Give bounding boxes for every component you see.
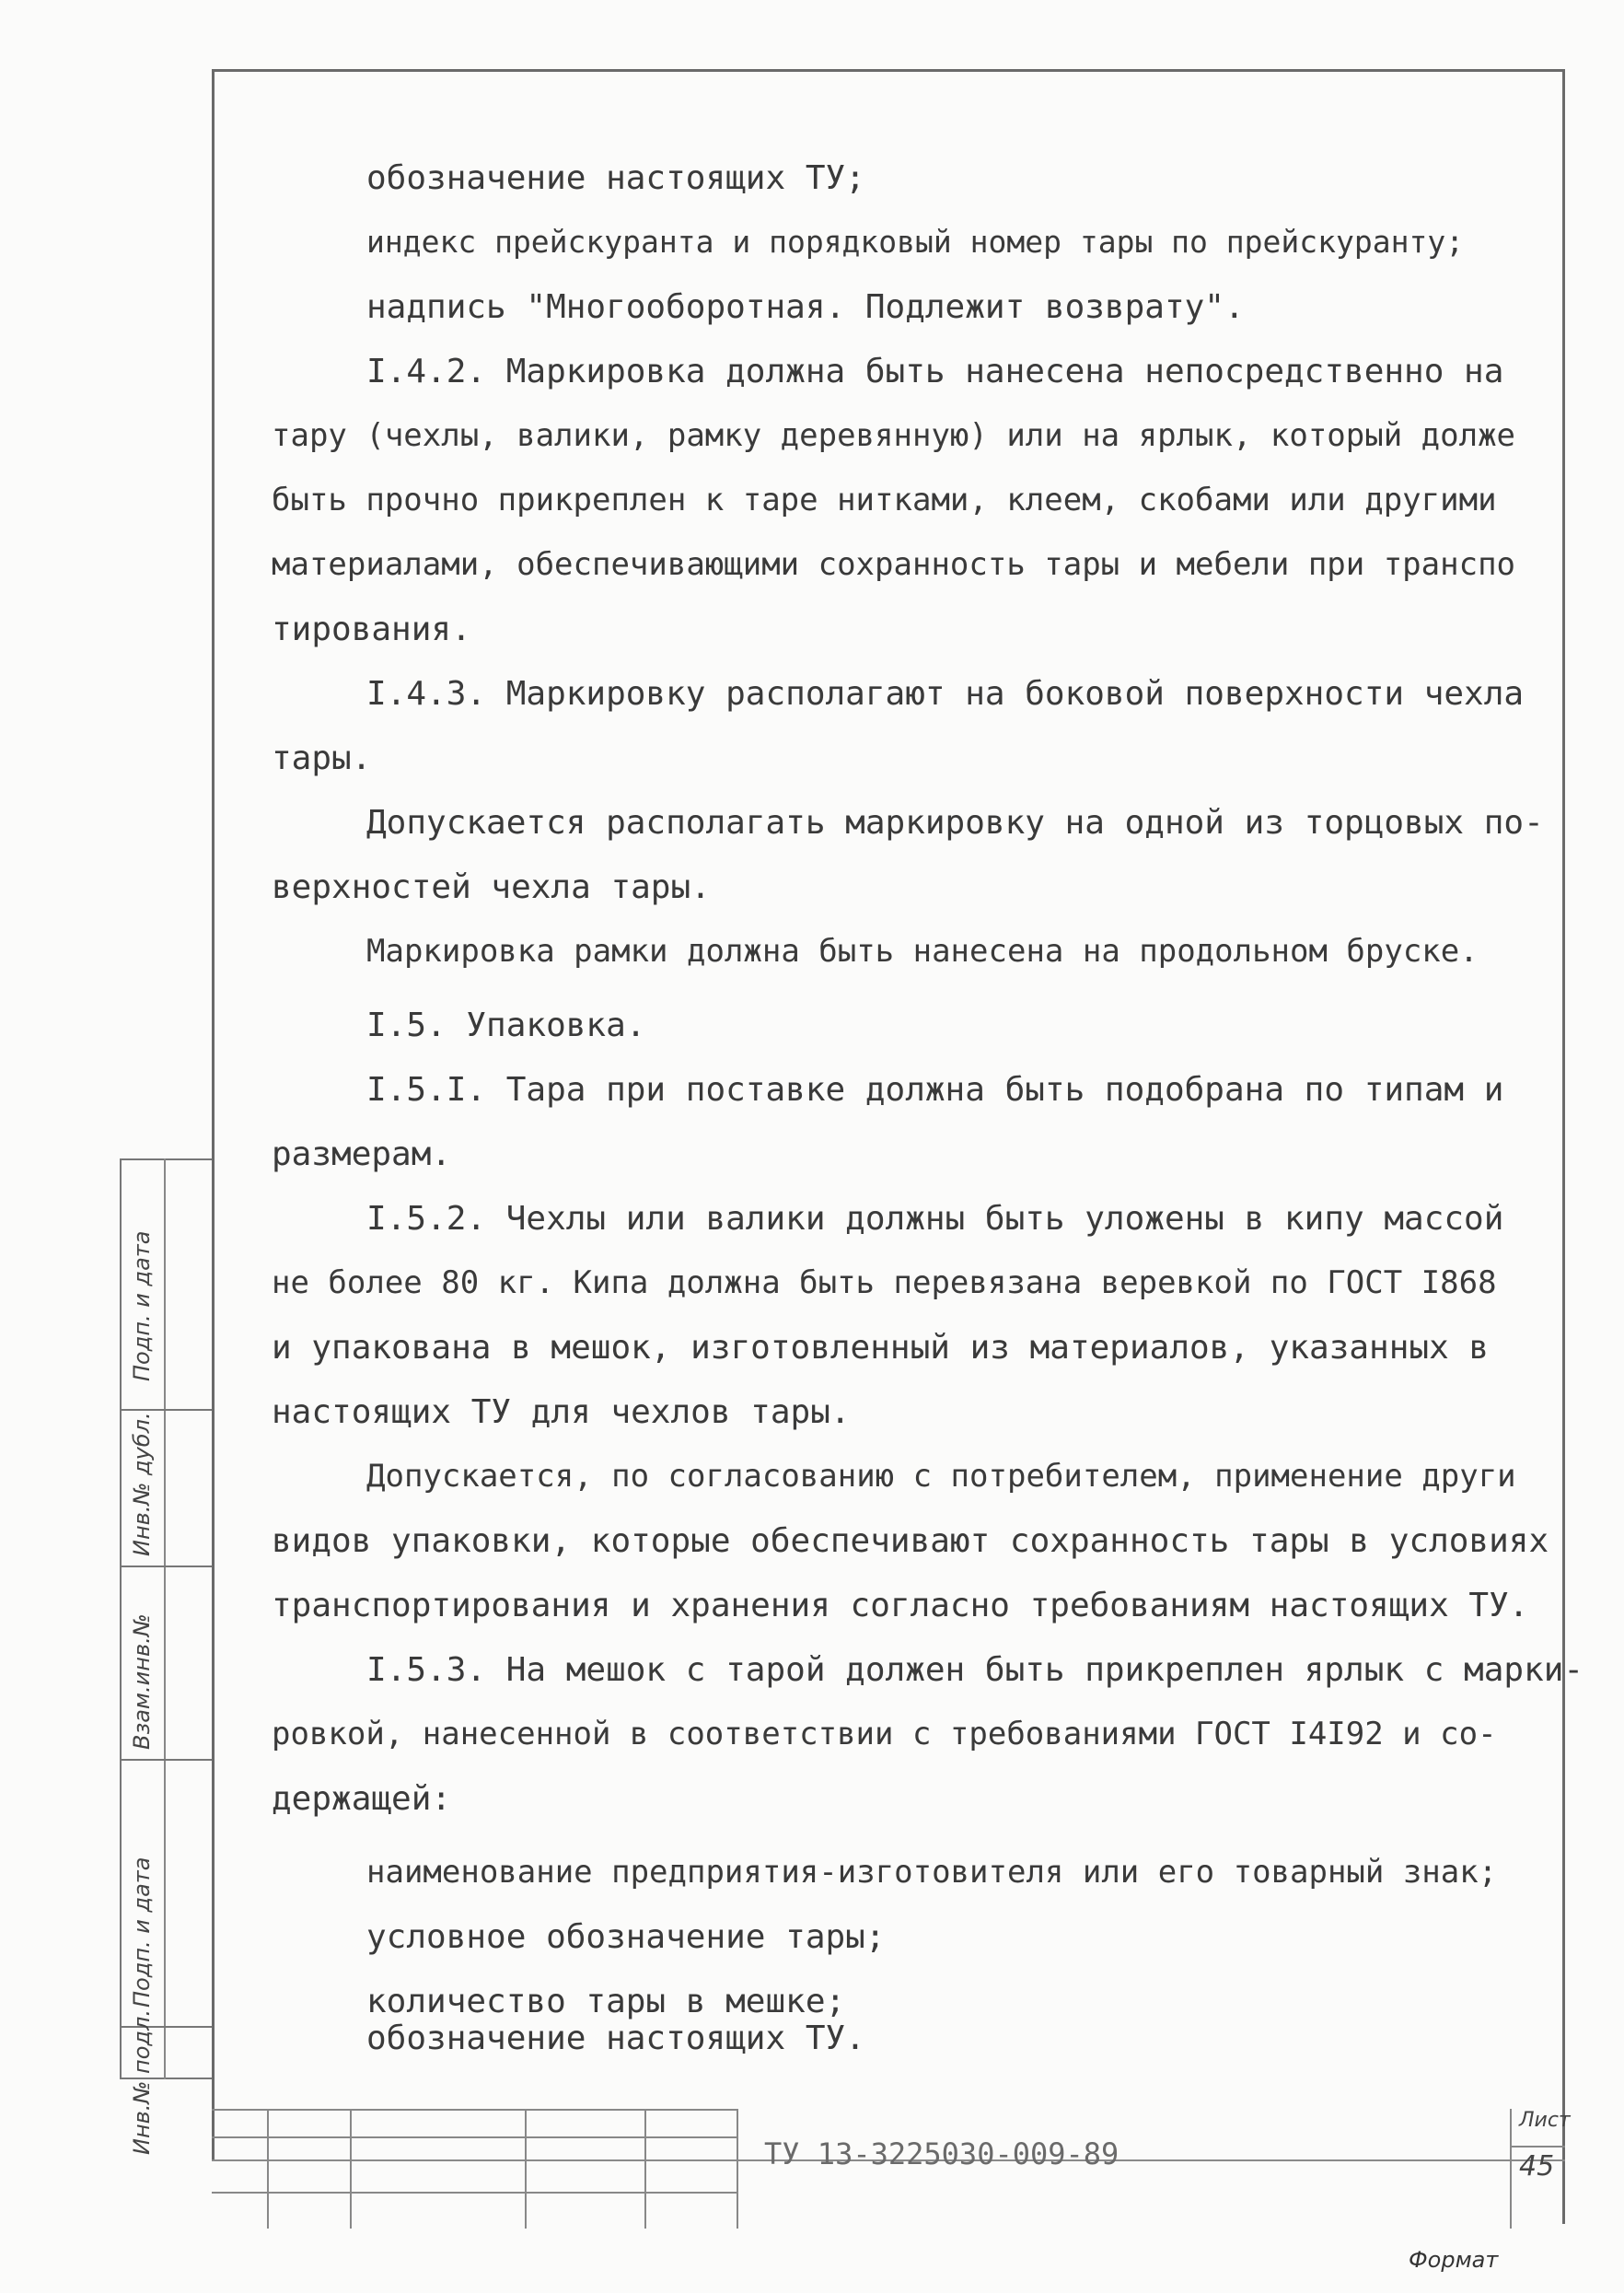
body-line: тары. — [272, 739, 372, 777]
body-line: наименование предприятия-изготовителя или его товарный знак; — [366, 1854, 1498, 1891]
side-stamp-divider — [120, 1759, 212, 1761]
body-line: и упакована в мешок, изготовленный из материалов, указанных в — [272, 1329, 1490, 1367]
document-code: ТУ 13-3225030-009-89 — [764, 2136, 1119, 2171]
title-block-rule — [267, 2109, 269, 2229]
body-line: Маркировка рамки должна быть нанесена на продольном бруске. — [366, 933, 1479, 970]
title-block-rule — [1510, 2146, 1565, 2148]
title-block-rule — [644, 2109, 646, 2229]
body-line: надпись "Многооборотная. Подлежит возврату". — [366, 288, 1245, 326]
side-stamp-divider — [164, 1158, 166, 2079]
sheet-label: Лист — [1519, 2109, 1571, 2132]
title-block-rule — [737, 2109, 738, 2229]
body-line: обозначение настоящих ТУ. — [366, 2019, 865, 2057]
body-line: I.5.3. На мешок с тарой должен быть прикреплен ярлык с марки- — [366, 1651, 1584, 1689]
body-line: верхностей чехла тары. — [272, 868, 711, 906]
side-stamp-divider — [120, 1566, 212, 1567]
body-line: I.4.2. Маркировка должна быть нанесена непосредственно на — [366, 353, 1504, 390]
side-stamp-inv-dubl: Инв.№ дубл. — [129, 1412, 155, 1556]
side-stamp-sign-date-2: Подп. и дата — [129, 1857, 155, 2008]
body-line: условное обозначение тары; — [366, 1918, 886, 1956]
format-label: Формат — [1409, 2247, 1499, 2273]
body-line: I.5.2. Чехлы или валики должны быть уложены в кипу массой — [366, 1200, 1504, 1238]
body-line: ровкой, нанесенной в соответствии с требованиями ГОСТ I4I92 и со- — [272, 1716, 1497, 1752]
body-line: индекс прейскуранта и порядковый номер тары по прейскуранту; — [366, 224, 1465, 260]
body-line: материалами, обеспечивающими сохранность тары и мебели при транспо — [272, 546, 1516, 583]
title-block-rule — [212, 2109, 737, 2111]
side-stamp-sign-date-1: Подп. и дата — [129, 1230, 155, 1381]
title-block-rule — [212, 2136, 737, 2138]
frame-top-border — [212, 69, 1565, 72]
body-line: держащей: — [272, 1780, 452, 1818]
body-line: количество тары в мешке; — [366, 1983, 846, 2020]
frame-right-border — [1562, 69, 1565, 2224]
body-line: транспортирования и хранения согласно требованиям настоящих ТУ. — [272, 1587, 1529, 1624]
section-heading: I.5. Упаковка. — [366, 1007, 646, 1044]
side-stamp-vzam-inv: Взам.инв.№ — [129, 1613, 155, 1750]
side-stamp-divider — [120, 1409, 212, 1411]
body-line: тирования. — [272, 611, 471, 648]
body-line: I.5.I. Тара при поставке должна быть подобрана по типам и — [366, 1071, 1504, 1109]
title-block-rule — [212, 2192, 737, 2194]
body-line: Допускается располагать маркировку на одной из торцовых по- — [366, 804, 1544, 842]
body-line: быть прочно прикреплен к таре нитками, клеем, скобами или другими — [272, 482, 1497, 518]
body-line: размерам. — [272, 1135, 452, 1173]
frame-left-border — [212, 69, 215, 2159]
body-line: видов упаковки, которые обеспечивают сохранность тары в условиях — [272, 1522, 1549, 1560]
title-block-rule — [350, 2109, 352, 2229]
side-stamp-inv-podl: Инв.№ подл. — [129, 2009, 155, 2155]
sheet-number: 45 — [1519, 2150, 1555, 2182]
body-line: I.4.3. Маркировку располагают на боковой поверхности чехла — [366, 675, 1525, 713]
body-line: Допускается, по согласованию с потребителем, применение други — [366, 1458, 1516, 1495]
body-line: обозначение настоящих ТУ; — [366, 159, 865, 197]
title-block-rule — [1510, 2109, 1512, 2229]
body-line: тару (чехлы, валики, рамку деревянную) или на ярлык, который долже — [272, 417, 1516, 454]
title-block-rule — [525, 2109, 527, 2229]
body-line: настоящих ТУ для чехлов тары. — [272, 1393, 851, 1431]
body-line: не более 80 кг. Кипа должна быть перевязана веревкой по ГОСТ I868 — [272, 1264, 1497, 1301]
